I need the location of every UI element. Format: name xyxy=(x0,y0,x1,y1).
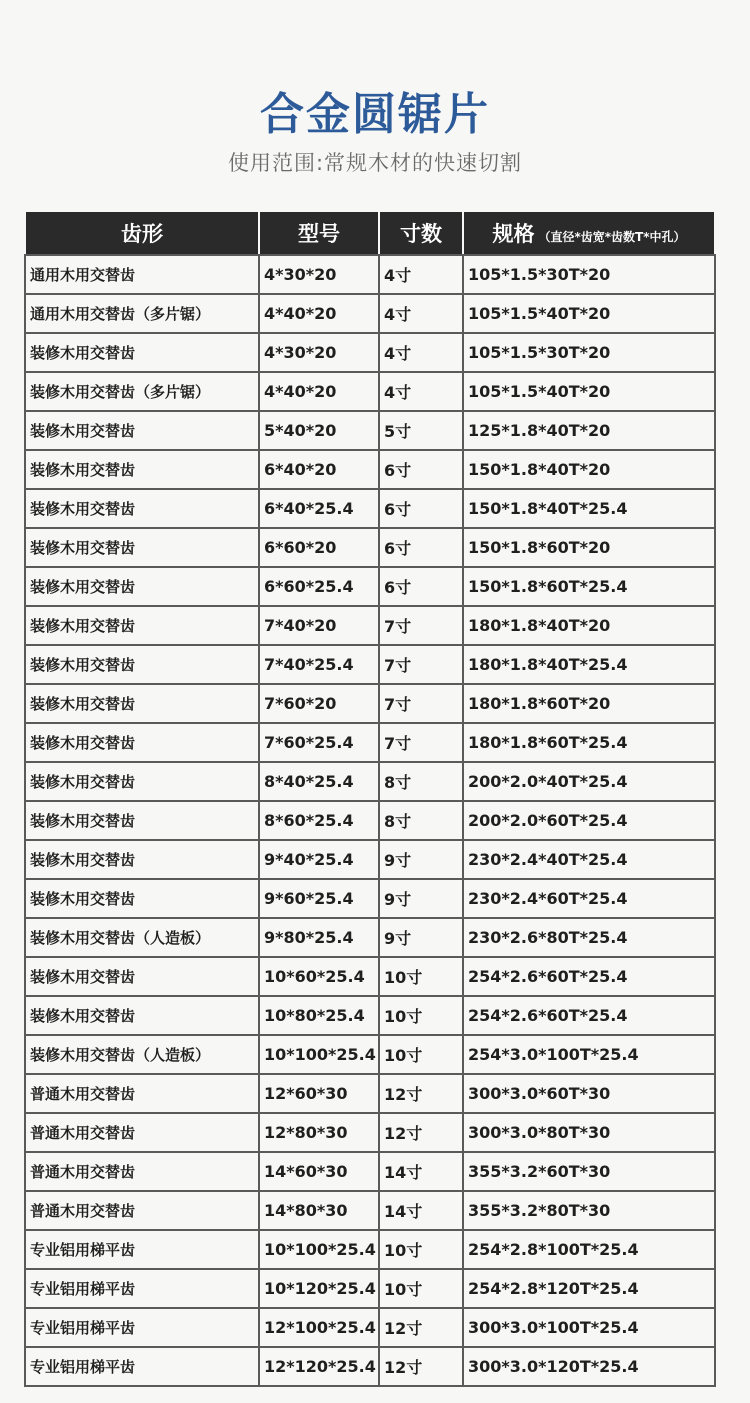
cell-model: 7*60*20 xyxy=(259,684,379,723)
cell-model: 6*40*20 xyxy=(259,450,379,489)
cell-model: 4*40*20 xyxy=(259,294,379,333)
cell-spec: 300*3.0*60T*30 xyxy=(463,1074,715,1113)
table-row xyxy=(25,528,715,567)
cell-model: 9*80*25.4 xyxy=(259,918,379,957)
table-row xyxy=(25,1347,715,1386)
cell-tooth: 普通木用交替齿 xyxy=(25,1191,259,1230)
cell-tooth: 装修木用交替齿（人造板） xyxy=(25,918,259,957)
cell-spec: 254*2.6*60T*25.4 xyxy=(463,957,715,996)
table-row xyxy=(25,723,715,762)
cell-size: 14寸 xyxy=(379,1152,463,1191)
cell-model: 10*120*25.4 xyxy=(259,1269,379,1308)
cell-tooth: 装修木用交替齿 xyxy=(25,957,259,996)
table-row xyxy=(25,294,715,333)
cell-tooth: 通用木用交替齿 xyxy=(25,255,259,294)
table-row xyxy=(25,333,715,372)
cell-tooth: 专业铝用梯平齿 xyxy=(25,1230,259,1269)
cell-spec: 150*1.8*40T*20 xyxy=(463,450,715,489)
cell-size: 10寸 xyxy=(379,1230,463,1269)
table-row xyxy=(25,372,715,411)
cell-model: 10*60*25.4 xyxy=(259,957,379,996)
page-title: 合金圆锯片 xyxy=(260,89,490,140)
header-spec-label: 规格 xyxy=(492,222,535,246)
cell-model: 6*40*25.4 xyxy=(259,489,379,528)
cell-size: 4寸 xyxy=(379,333,463,372)
table-header-row xyxy=(25,211,715,255)
cell-model: 9*60*25.4 xyxy=(259,879,379,918)
cell-tooth: 普通木用交替齿 xyxy=(25,1074,259,1113)
table-row xyxy=(25,1113,715,1152)
table-row xyxy=(25,996,715,1035)
cell-spec: 200*2.0*40T*25.4 xyxy=(463,762,715,801)
table-row xyxy=(25,411,715,450)
table-row xyxy=(25,957,715,996)
cell-spec: 150*1.8*60T*25.4 xyxy=(463,567,715,606)
cell-model: 12*100*25.4 xyxy=(259,1308,379,1347)
cell-size: 10寸 xyxy=(379,1035,463,1074)
cell-tooth: 装修木用交替齿 xyxy=(25,450,259,489)
cell-tooth: 装修木用交替齿 xyxy=(25,567,259,606)
table-row xyxy=(25,1308,715,1347)
cell-model: 7*40*25.4 xyxy=(259,645,379,684)
cell-size: 7寸 xyxy=(379,684,463,723)
cell-tooth: 装修木用交替齿（人造板） xyxy=(25,1035,259,1074)
cell-spec: 125*1.8*40T*20 xyxy=(463,411,715,450)
cell-tooth: 装修木用交替齿 xyxy=(25,684,259,723)
cell-size: 12寸 xyxy=(379,1347,463,1386)
cell-spec: 105*1.5*40T*20 xyxy=(463,294,715,333)
cell-spec: 355*3.2*80T*30 xyxy=(463,1191,715,1230)
table-row xyxy=(25,1035,715,1074)
cell-model: 10*100*25.4 xyxy=(259,1035,379,1074)
table-body xyxy=(25,255,715,1386)
cell-model: 6*60*25.4 xyxy=(259,567,379,606)
cell-spec: 254*2.6*60T*25.4 xyxy=(463,996,715,1035)
cell-spec: 230*2.6*80T*25.4 xyxy=(463,918,715,957)
cell-size: 12寸 xyxy=(379,1308,463,1347)
cell-spec: 180*1.8*40T*20 xyxy=(463,606,715,645)
cell-size: 4寸 xyxy=(379,255,463,294)
table-row xyxy=(25,879,715,918)
header-spec-note: （直径*齿宽*齿数T*中孔） xyxy=(538,230,686,244)
table-row xyxy=(25,801,715,840)
header-tooth: 齿形 xyxy=(25,211,259,255)
header-spec xyxy=(463,211,715,255)
table-row xyxy=(25,684,715,723)
cell-size: 9寸 xyxy=(379,879,463,918)
cell-tooth: 通用木用交替齿（多片锯） xyxy=(25,294,259,333)
cell-tooth: 装修木用交替齿 xyxy=(25,411,259,450)
cell-size: 7寸 xyxy=(379,606,463,645)
table-row xyxy=(25,489,715,528)
table-row xyxy=(25,255,715,294)
cell-tooth: 专业铝用梯平齿 xyxy=(25,1308,259,1347)
cell-model: 5*40*20 xyxy=(259,411,379,450)
cell-tooth: 装修木用交替齿 xyxy=(25,762,259,801)
page-subtitle: 使用范围:常规木材的快速切割 xyxy=(227,151,523,175)
cell-size: 12寸 xyxy=(379,1113,463,1152)
cell-model: 4*40*20 xyxy=(259,372,379,411)
table-row xyxy=(25,1230,715,1269)
cell-size: 7寸 xyxy=(379,645,463,684)
table-row xyxy=(25,1152,715,1191)
cell-spec: 105*1.5*40T*20 xyxy=(463,372,715,411)
cell-model: 14*60*30 xyxy=(259,1152,379,1191)
cell-model: 8*60*25.4 xyxy=(259,801,379,840)
cell-tooth: 装修木用交替齿 xyxy=(25,606,259,645)
cell-model: 12*80*30 xyxy=(259,1113,379,1152)
table-row xyxy=(25,840,715,879)
table-row xyxy=(25,645,715,684)
cell-tooth: 装修木用交替齿 xyxy=(25,528,259,567)
table-row xyxy=(25,762,715,801)
cell-size: 8寸 xyxy=(379,801,463,840)
cell-size: 9寸 xyxy=(379,840,463,879)
spec-table xyxy=(24,210,716,1387)
cell-tooth: 普通木用交替齿 xyxy=(25,1152,259,1191)
cell-model: 12*120*25.4 xyxy=(259,1347,379,1386)
cell-size: 4寸 xyxy=(379,372,463,411)
cell-size: 14寸 xyxy=(379,1191,463,1230)
cell-model: 10*100*25.4 xyxy=(259,1230,379,1269)
cell-tooth: 装修木用交替齿 xyxy=(25,801,259,840)
table-row xyxy=(25,1074,715,1113)
cell-spec: 150*1.8*60T*20 xyxy=(463,528,715,567)
cell-tooth: 装修木用交替齿 xyxy=(25,723,259,762)
cell-size: 6寸 xyxy=(379,450,463,489)
cell-model: 4*30*20 xyxy=(259,333,379,372)
cell-spec: 180*1.8*60T*25.4 xyxy=(463,723,715,762)
table-row xyxy=(25,918,715,957)
cell-model: 7*60*25.4 xyxy=(259,723,379,762)
cell-spec: 230*2.4*40T*25.4 xyxy=(463,840,715,879)
cell-spec: 300*3.0*100T*25.4 xyxy=(463,1308,715,1347)
cell-spec: 254*3.0*100T*25.4 xyxy=(463,1035,715,1074)
cell-size: 4寸 xyxy=(379,294,463,333)
cell-model: 12*60*30 xyxy=(259,1074,379,1113)
cell-size: 6寸 xyxy=(379,489,463,528)
cell-size: 6寸 xyxy=(379,567,463,606)
cell-size: 7寸 xyxy=(379,723,463,762)
cell-tooth: 装修木用交替齿（多片锯） xyxy=(25,372,259,411)
cell-size: 10寸 xyxy=(379,1269,463,1308)
table-row xyxy=(25,1191,715,1230)
cell-spec: 300*3.0*120T*25.4 xyxy=(463,1347,715,1386)
cell-size: 10寸 xyxy=(379,957,463,996)
cell-size: 5寸 xyxy=(379,411,463,450)
cell-spec: 355*3.2*60T*30 xyxy=(463,1152,715,1191)
cell-tooth: 普通木用交替齿 xyxy=(25,1113,259,1152)
cell-spec: 105*1.5*30T*20 xyxy=(463,333,715,372)
cell-spec: 300*3.0*80T*30 xyxy=(463,1113,715,1152)
cell-size: 12寸 xyxy=(379,1074,463,1113)
cell-size: 10寸 xyxy=(379,996,463,1035)
cell-model: 8*40*25.4 xyxy=(259,762,379,801)
cell-spec: 180*1.8*40T*25.4 xyxy=(463,645,715,684)
cell-model: 9*40*25.4 xyxy=(259,840,379,879)
cell-size: 9寸 xyxy=(379,918,463,957)
cell-tooth: 装修木用交替齿 xyxy=(25,840,259,879)
cell-size: 6寸 xyxy=(379,528,463,567)
cell-tooth: 装修木用交替齿 xyxy=(25,645,259,684)
cell-tooth: 装修木用交替齿 xyxy=(25,489,259,528)
cell-tooth: 专业铝用梯平齿 xyxy=(25,1347,259,1386)
cell-size: 8寸 xyxy=(379,762,463,801)
header-size: 寸数 xyxy=(379,211,463,255)
cell-spec: 150*1.8*40T*25.4 xyxy=(463,489,715,528)
table-row xyxy=(25,1269,715,1308)
cell-spec: 254*2.8*100T*25.4 xyxy=(463,1230,715,1269)
cell-tooth: 装修木用交替齿 xyxy=(25,996,259,1035)
cell-model: 4*30*20 xyxy=(259,255,379,294)
cell-spec: 180*1.8*60T*20 xyxy=(463,684,715,723)
cell-model: 10*80*25.4 xyxy=(259,996,379,1035)
cell-tooth: 专业铝用梯平齿 xyxy=(25,1269,259,1308)
cell-spec: 254*2.8*120T*25.4 xyxy=(463,1269,715,1308)
cell-model: 6*60*20 xyxy=(259,528,379,567)
header-model: 型号 xyxy=(259,211,379,255)
cell-model: 7*40*20 xyxy=(259,606,379,645)
cell-tooth: 装修木用交替齿 xyxy=(25,879,259,918)
table-row xyxy=(25,450,715,489)
table-row xyxy=(25,606,715,645)
cell-model: 14*80*30 xyxy=(259,1191,379,1230)
table-row xyxy=(25,567,715,606)
cell-spec: 230*2.4*60T*25.4 xyxy=(463,879,715,918)
cell-spec: 200*2.0*60T*25.4 xyxy=(463,801,715,840)
cell-spec: 105*1.5*30T*20 xyxy=(463,255,715,294)
cell-tooth: 装修木用交替齿 xyxy=(25,333,259,372)
